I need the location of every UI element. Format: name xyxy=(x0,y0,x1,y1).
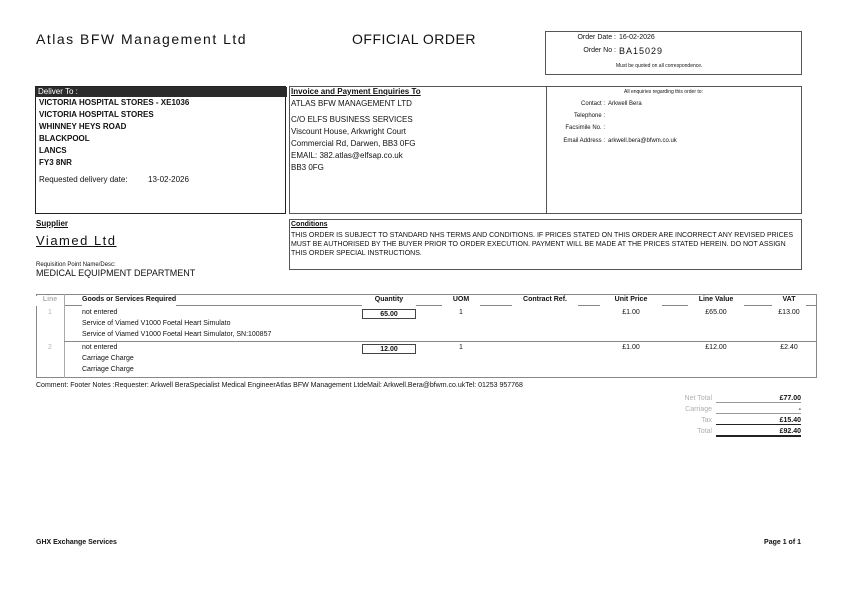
contact-label: Contact : xyxy=(580,101,605,107)
invoice-enquiries-box xyxy=(289,86,802,214)
row2-quantity: 12.00 xyxy=(362,344,416,354)
row1-desc-1: not entered xyxy=(82,309,118,316)
th-unit-price: Unit Price xyxy=(600,296,662,306)
order-info-box xyxy=(545,31,802,75)
row2-line-value: £12.00 xyxy=(705,344,727,351)
invoice-line-3: Viscount House, Arkwright Court xyxy=(291,127,407,136)
th-goods: Goods or Services Required xyxy=(82,296,176,306)
requisition-point-label: Requisition Point Name/Desc: xyxy=(36,262,116,268)
row1-desc-2: Service of Viamed V1000 Foetal Heart Simulato xyxy=(82,320,231,327)
row1-line: 1 xyxy=(48,309,52,316)
line-col-divider xyxy=(64,294,65,378)
requested-delivery-date: 13-02-2026 xyxy=(148,175,189,184)
supplier-name: Viamed Ltd xyxy=(36,233,117,248)
deliver-line-6: FY3 8NR xyxy=(39,158,72,167)
conditions-label: Conditions xyxy=(291,221,328,228)
order-number: BA15029 xyxy=(619,46,664,56)
conditions-text: THIS ORDER IS SUBJECT TO STANDARD NHS TERMS AND CONDITIONS. IF PRICES STATED ON THIS ORDER ARE INCORRECT ANY REVISED PRICES MUST BE AUTHORISED BY THE BUYER PRIOR TO ORDER EXECUTION. PAYMENT WILL BE MADE AT THE PRICES STATED HEREIN. DO NOT ASSIGN THIS ORDER SPECIAL INSTRUCTIONS. xyxy=(291,232,794,257)
carriage-label: Carriage xyxy=(685,406,712,413)
row2-line: 2 xyxy=(48,344,52,351)
email-value: arkwell.bera@bfwm.co.uk xyxy=(608,138,677,144)
invoice-label: Invoice and Payment Enquiries To xyxy=(291,87,421,96)
tax-label: Tax xyxy=(701,417,712,424)
page-number: Page 1 of 1 xyxy=(764,539,801,546)
deliver-line-2: VICTORIA HOSPITAL STORES xyxy=(39,110,154,119)
carriage-value: - xyxy=(716,406,801,414)
row2-uom: 1 xyxy=(459,344,463,351)
enquiries-heading: All enquiries regarding this order to: xyxy=(624,89,703,95)
th-line-value: Line Value xyxy=(688,296,744,306)
row1-vat: £13.00 xyxy=(778,309,800,316)
requested-delivery-label: Requested delivery date: xyxy=(39,175,128,184)
row1-line-value: £65.00 xyxy=(705,309,727,316)
invoice-email: EMAIL: 382.atlas@elfsap.co.uk xyxy=(291,151,403,160)
th-uom: UOM xyxy=(442,296,480,306)
th-line: Line xyxy=(36,296,64,306)
row2-desc-1: not entered xyxy=(82,344,118,351)
row1-quantity: 65.00 xyxy=(362,309,416,319)
row-divider xyxy=(64,341,817,342)
footer-left: GHX Exchange Services xyxy=(36,539,117,546)
fax-label: Facsimile No. : xyxy=(565,125,605,131)
deliver-line-4: BLACKPOOL xyxy=(39,134,90,143)
row1-desc-3: Service of Viamed V1000 Foetal Heart Simulator, SN:100857 xyxy=(82,331,272,338)
requisition-point-value: MEDICAL EQUIPMENT DEPARTMENT xyxy=(36,268,196,278)
order-no-note: Must be quoted on all correspondence. xyxy=(616,63,703,69)
contact-value: Arkwell Bera xyxy=(608,101,642,107)
row2-vat: £2.40 xyxy=(780,344,798,351)
invoice-line-2: C/O ELFS BUSINESS SERVICES xyxy=(291,115,413,124)
document-title: OFFICIAL ORDER xyxy=(352,31,476,47)
row2-desc-3: Carriage Charge xyxy=(82,366,134,373)
telephone-label: Telephone : xyxy=(573,113,605,119)
row2-desc-2: Carriage Charge xyxy=(82,355,134,362)
net-total-label: Net Total xyxy=(684,395,712,402)
order-date: 16-02-2026 xyxy=(619,34,655,41)
deliver-to-label: Deliver To : xyxy=(36,87,287,97)
invoice-line-1: ATLAS BFW MANAGEMENT LTD xyxy=(291,99,412,108)
th-quantity: Quantity xyxy=(362,296,416,306)
row1-unit-price: £1.00 xyxy=(622,309,640,316)
deliver-line-1: VICTORIA HOSPITAL STORES - XE1036 xyxy=(39,98,190,107)
email-label: Email Address : xyxy=(563,138,605,144)
conditions-box xyxy=(289,219,802,270)
th-vat: VAT xyxy=(772,296,806,306)
total-label: Total xyxy=(697,428,712,435)
invoice-line-6: BB3 0FG xyxy=(291,163,324,172)
tax-value: £15.40 xyxy=(716,417,801,425)
deliver-to-box xyxy=(35,86,286,214)
order-date-label: Order Date : xyxy=(577,34,616,41)
invoice-line-4: Commercial Rd, Darwen, BB3 0FG xyxy=(291,139,416,148)
company-name: Atlas BFW Management Ltd xyxy=(36,31,248,47)
footer-comment: Comment: Footer Notes :Requester: Arkwell BeraSpecialist Medical EngineerAtlas BFW Management LtdeMail: Arkwell.Bera@bfwm.co.ukTel: 01253 957768 xyxy=(36,382,523,389)
deliver-line-3: WHINNEY HEYS ROAD xyxy=(39,122,127,131)
total-value: £92.40 xyxy=(716,428,801,437)
net-total-value: £77.00 xyxy=(716,395,801,403)
th-contract-ref: Contract Ref. xyxy=(512,296,578,306)
supplier-label: Supplier xyxy=(36,219,69,228)
row1-uom: 1 xyxy=(459,309,463,316)
order-no-label: Order No : xyxy=(583,47,616,54)
deliver-line-5: LANCS xyxy=(39,146,67,155)
row2-unit-price: £1.00 xyxy=(622,344,640,351)
